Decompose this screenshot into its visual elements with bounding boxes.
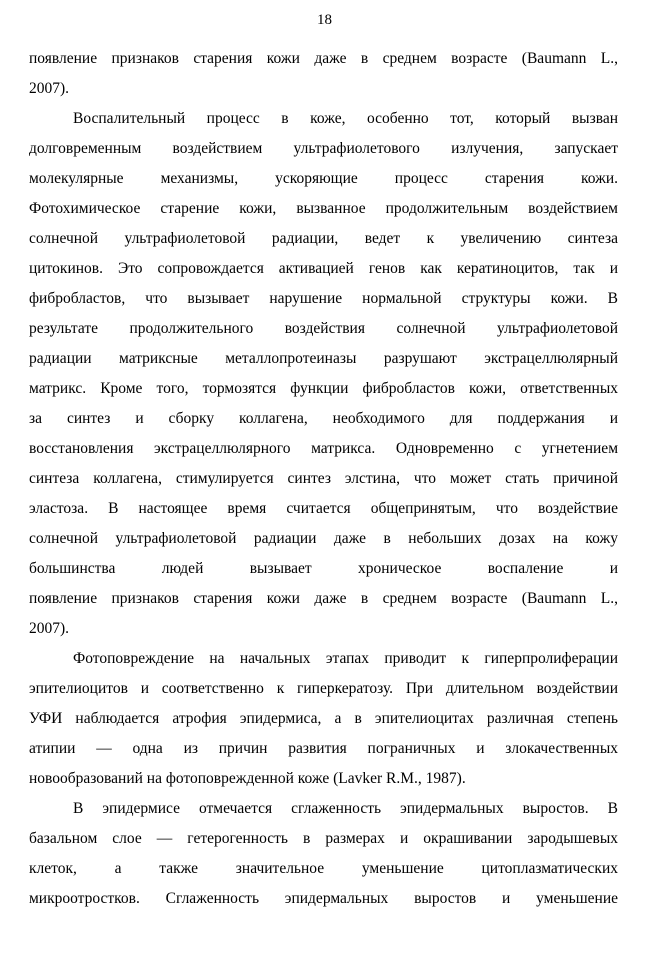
text-line: появление признаков старения кожи даже в среднем возрасте (Baumann L., (29, 590, 618, 607)
text-line: солнечной ультрафиолетовой радиации даже в небольших дозах на кожу (29, 530, 618, 547)
text-line: атипии — одна из причин развития пограничных и злокачественных (29, 740, 618, 757)
text-line: базальном слое — гетерогенность в размерах и окрашивании зародышевых (29, 830, 618, 847)
text-line: радиации матриксные металлопротеиназы разрушают экстрацеллюлярный (29, 350, 618, 367)
paragraph (29, 794, 618, 914)
text-line: за синтез и сборку коллагена, необходимого для поддержания и (29, 410, 618, 427)
text-line: эпителиоцитов и соответственно к гиперкератозу. При длительном воздействии (29, 680, 618, 697)
text-line: появление признаков старения кожи даже в среднем возрасте (Baumann L., (29, 50, 618, 67)
text-line: фибробластов, что вызывает нарушение нормальной структуры кожи. В (29, 290, 618, 307)
paragraph (29, 104, 618, 644)
text-line: синтеза коллагена, стимулируется синтез элстина, что может стать причиной (29, 470, 618, 487)
text-line: микроотростков. Сглаженность эпидермальных выростов и уменьшение (29, 890, 618, 907)
text-line: 2007). (29, 80, 70, 97)
paragraph (29, 44, 618, 104)
text-line: клеток, а также значительное уменьшение цитоплазматических (29, 860, 618, 877)
text-line: УФИ наблюдается атрофия эпидермиса, а в эпителиоцитах различная степень (29, 710, 618, 727)
text-line: матрикс. Кроме того, тормозятся функции фибробластов кожи, ответственных (29, 380, 618, 397)
text-line: Воспалительный процесс в коже, особенно тот, который вызван (73, 110, 618, 127)
text-line: большинства людей вызывает хроническое воспаление и (29, 560, 618, 577)
text-line: эластоза. В настоящее время считается общепринятым, что воздействие (29, 500, 618, 517)
text-line: долговременным воздействием ультрафиолетового излучения, запускает (29, 140, 618, 157)
text-line: новообразований на фотоповрежденной коже (Lavker R.M., 1987). (29, 770, 466, 787)
text-line: солнечной ультрафиолетовой радиации, ведет к увеличению синтеза (29, 230, 618, 247)
page-number: 18 (317, 12, 332, 28)
body-text (29, 44, 618, 914)
paragraph (29, 644, 618, 794)
text-line: результате продолжительного воздействия солнечной ультрафиолетовой (29, 320, 618, 337)
text-line: молекулярные механизмы, ускоряющие процесс старения кожи. (29, 170, 618, 187)
text-line: Фотохимическое старение кожи, вызванное продолжительным воздействием (29, 200, 618, 217)
text-line: цитокинов. Это сопровождается активацией генов как кератиноцитов, так и (29, 260, 618, 277)
text-line: В эпидермисе отмечается сглаженность эпидермальных выростов. В (73, 800, 618, 817)
text-line: восстановления экстрацеллюлярного матрикса. Одновременно с угнетением (29, 440, 618, 457)
text-line: 2007). (29, 620, 70, 637)
text-line: Фотоповреждение на начальных этапах приводит к гиперпролиферации (73, 650, 618, 667)
